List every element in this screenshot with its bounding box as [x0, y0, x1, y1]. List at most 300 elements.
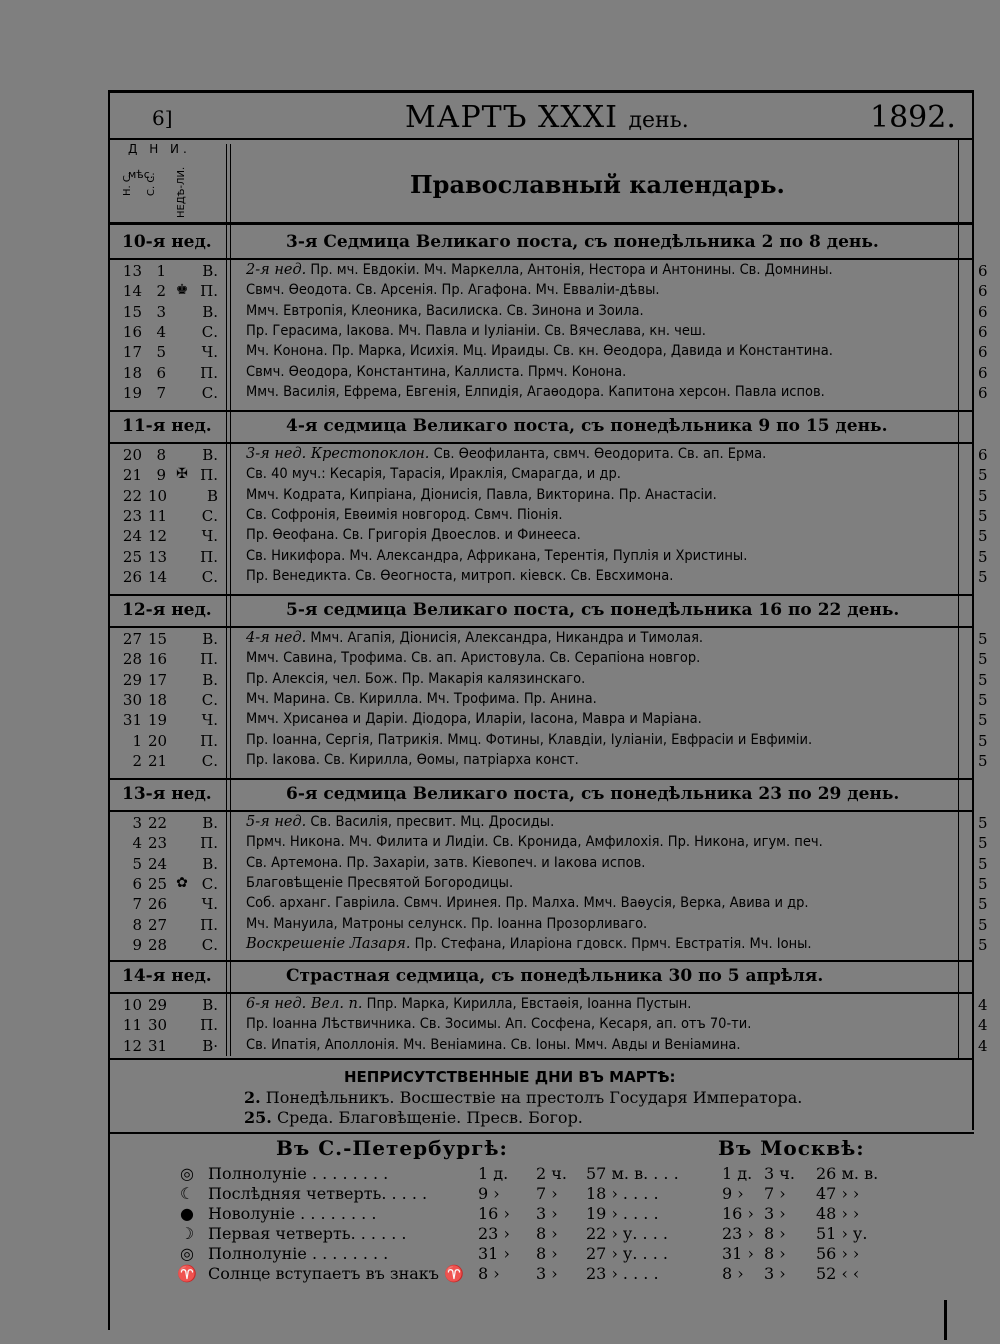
week-label: 12-я нед. — [122, 600, 212, 620]
weekday: П. — [200, 282, 218, 301]
margin-number: 4 — [978, 1016, 988, 1035]
phase-value: 31 › — [478, 1244, 510, 1263]
month-title: МАРТЪ XXXI — [405, 100, 618, 135]
col-ss-label: С. С. — [146, 172, 157, 196]
weekday: С. — [201, 690, 218, 709]
day-old-style: 2 — [156, 282, 166, 301]
day-row — [0, 343, 1000, 363]
saints-list: Св. Ипатія, Аполлонія. Мч. Веніамина. Св. Іоны. Ммч. Авды и Веніамина. — [246, 1036, 741, 1053]
weekday: В. — [202, 630, 218, 648]
phase-value: 16 › — [722, 1204, 754, 1223]
day-old-style: 18 — [148, 690, 168, 709]
saints-text — [246, 996, 691, 1012]
day-row — [0, 895, 1000, 915]
day-row — [0, 855, 1000, 875]
weekday: В — [206, 486, 218, 505]
weekday: В. — [202, 446, 218, 464]
saints-list: Пр. Стефана, Иларіона гдовск. Прмч. Евстратія. Мч. Іоны. — [414, 935, 812, 952]
saints-text — [246, 568, 673, 584]
page-title — [405, 100, 689, 135]
day-old-style: 1 — [156, 262, 166, 280]
phase-value: 52 ‹ ‹ — [816, 1264, 860, 1283]
margin-number: 5 — [978, 854, 988, 873]
phase-value: 9 › — [478, 1184, 500, 1203]
day-new-style: 2 — [132, 751, 142, 770]
saints-text — [246, 671, 585, 687]
day-new-style: 11 — [122, 1016, 142, 1035]
day-new-style: 17 — [122, 343, 142, 362]
margin-number: 6 — [978, 262, 988, 280]
saints-text — [246, 446, 766, 462]
week-heading: Страстная седмица, съ понедѣльника 30 по 5 апрѣля. — [286, 966, 824, 986]
day-row — [0, 691, 1000, 711]
day-old-style: 13 — [148, 547, 168, 566]
margin-number: 5 — [978, 670, 988, 689]
phase-label: Полнолуніе . . . . . . . . — [208, 1164, 389, 1183]
saints-text — [246, 507, 563, 523]
phase-value: 8 › — [722, 1264, 744, 1283]
margin-number: 5 — [978, 690, 988, 709]
phase-value: 3 › — [536, 1264, 558, 1283]
week-heading: 5-я седмица Великаго поста, съ понедѣльника 16 по 22 день. — [286, 600, 900, 620]
phase-value: 22 › у. . . . — [586, 1224, 668, 1243]
day-old-style: 12 — [148, 527, 168, 546]
calendar-title: Православный календарь. — [410, 170, 785, 199]
day-row — [0, 630, 1000, 650]
last-quarter-icon: ☾ — [179, 1184, 195, 1203]
day-new-style: 18 — [122, 363, 142, 382]
phase-value: 9 › — [722, 1184, 744, 1203]
day-old-style: 25 — [148, 874, 168, 893]
margin-number: 5 — [978, 567, 988, 586]
phase-value: 8 › — [764, 1244, 786, 1263]
day-new-style: 10 — [122, 996, 142, 1014]
weekday: С. — [201, 935, 218, 954]
margin-number: 5 — [978, 834, 988, 853]
margin-number: 5 — [978, 814, 988, 832]
weekday: С. — [201, 506, 218, 525]
day-new-style: 8 — [132, 915, 142, 934]
day-row — [0, 671, 1000, 691]
phase-value: 16 › — [478, 1204, 510, 1223]
day-old-style: 27 — [148, 915, 168, 934]
right-frame — [972, 90, 974, 1130]
phase-label: Полнолуніе . . . . . . . . — [208, 1244, 389, 1263]
saints-list: Благовѣщеніе Пресвятой Богородицы. — [246, 874, 514, 891]
weekday: Ч. — [201, 711, 218, 730]
saints-list: Ммч. Кодрата, Кипріана, Діонисія, Павла, Викторина. Пр. Анастасіи. — [246, 486, 717, 503]
day-row — [0, 548, 1000, 568]
col-week-label: НЕДѢ-ЛИ. — [176, 166, 187, 218]
margin-number: 5 — [978, 547, 988, 566]
margin-number: 6 — [978, 383, 988, 402]
saints-text — [246, 691, 597, 707]
phase-value: 57 м. в. . . . — [586, 1164, 679, 1183]
margin-number: 5 — [978, 874, 988, 893]
day-row — [0, 875, 1000, 895]
saints-list: Пр. Алексія, чел. Бож. Пр. Макарія калязинскаго. — [246, 670, 586, 687]
saints-list: Мч. Марина. Св. Кирилла. Мч. Трофима. Пр. Анина. — [246, 690, 597, 707]
saints-list: Ппр. Марка, Кирилла, Евстаѳія, Іоанна Пустын. — [366, 996, 692, 1012]
day-row — [0, 507, 1000, 527]
weekday: П. — [200, 466, 218, 485]
saints-text — [246, 834, 823, 850]
saints-list: Св. Василія, пресвит. Мц. Дросиды. — [310, 814, 555, 830]
day-old-style: 9 — [156, 466, 166, 485]
day-old-style: 23 — [148, 834, 168, 853]
day-row — [0, 364, 1000, 384]
full-moon-icon: ◎ — [180, 1164, 194, 1183]
day-row — [0, 814, 1000, 834]
saints-text — [246, 855, 645, 871]
saints-text — [246, 487, 717, 503]
saints-list: Пр. Іоанна, Сергія, Патрикія. Ммц. Фотины, Клавдіи, Іуліаніи, Евфрасіи и Евфиміи. — [246, 731, 813, 748]
nonworking-text: Среда. Благовѣщеніе. Пресв. Богор. — [276, 1108, 583, 1127]
phase-value: 1 д. — [722, 1164, 753, 1183]
saints-list: Соб. арханг. Гавріила. Свмч. Иринея. Пр. Малха. Ммч. Ваѳусія, Верка, Авива и др. — [246, 895, 809, 912]
phase-value: 48 › › — [816, 1204, 860, 1223]
day-row — [0, 650, 1000, 670]
saints-list: Ммч. Савина, Трофима. Св. ап. Аристовула. Св. Серапіона новгор. — [246, 650, 701, 667]
day-old-style: 16 — [148, 650, 168, 669]
saints-text — [246, 916, 647, 932]
week-rule — [108, 258, 974, 260]
day-old-style: 19 — [148, 711, 168, 730]
weekday: В. — [202, 670, 218, 689]
phase-value: 51 › у. — [816, 1224, 868, 1243]
day-new-style: 28 — [122, 650, 142, 669]
phase-value: 23 › — [722, 1224, 754, 1243]
week-label: 13-я нед. — [122, 784, 212, 804]
weekday: В· — [202, 1036, 218, 1055]
phase-value: 3 › — [764, 1204, 786, 1223]
margin-number: 5 — [978, 915, 988, 934]
saints-list: Пр. мч. Евдокіи. Мч. Маркелла, Антонія, Нестора и Антонины. Св. Домнины. — [310, 262, 833, 278]
margin-number: 5 — [978, 895, 988, 914]
saints-text — [246, 364, 626, 380]
weekday: С. — [201, 322, 218, 341]
day-new-style: 13 — [122, 262, 142, 280]
weekday: С. — [201, 874, 218, 893]
saints-text — [246, 548, 747, 564]
day-new-style: 26 — [122, 567, 142, 586]
margin-number: 5 — [978, 506, 988, 525]
aries-icon: ♈ — [177, 1264, 197, 1283]
weekday: Ч. — [201, 527, 218, 546]
saints-text — [246, 343, 833, 359]
margin-number: 4 — [978, 996, 988, 1014]
week-top-rule — [108, 410, 974, 412]
day-old-style: 4 — [156, 322, 166, 341]
day-row — [0, 1037, 1000, 1057]
saints-list: Прмч. Никона. Мч. Филита и Лидіи. Св. Кронида, Амфилохія. Пр. Никона, игум. печ. — [246, 834, 823, 851]
spb-heading: Въ С.-Петербургѣ: — [276, 1136, 508, 1160]
saints-list: Пр. Іоанна Лѣствичника. Св. Зосимы. Ап. Сосфена, Кесаря, ап. отъ 70-ти. — [246, 1016, 752, 1033]
day-row — [0, 262, 1000, 282]
day-new-style: 1 — [132, 731, 142, 750]
day-new-style: 24 — [122, 527, 142, 546]
day-old-style: 3 — [156, 302, 166, 321]
saints-text — [246, 752, 579, 768]
col-days-label: Д Н И. — [128, 142, 191, 156]
nonworking-day: 2. — [244, 1088, 261, 1107]
header-rule — [108, 138, 974, 140]
saints-text — [246, 384, 825, 400]
nonworking-heading: НЕПРИСУТСТВЕННЫЕ ДНИ ВЪ МАРТѢ: — [344, 1068, 676, 1086]
new-moon-icon: ● — [180, 1204, 194, 1223]
week-rule — [108, 992, 974, 994]
weekday: В. — [202, 262, 218, 280]
saints-list: Св. Никифора. Мч. Александра, Африкана, Терентія, Пуплія и Христины. — [246, 547, 748, 564]
saints-text — [246, 1037, 741, 1053]
margin-number: 6 — [978, 343, 988, 362]
nonworking-item — [244, 1108, 583, 1127]
day-old-style: 21 — [148, 751, 168, 770]
saints-text — [246, 650, 700, 666]
phase-value: 8 › — [536, 1224, 558, 1243]
saints-text — [246, 895, 809, 911]
day-row — [0, 752, 1000, 772]
nonworking-day: 25. — [244, 1108, 272, 1127]
day-old-style: 28 — [148, 935, 168, 954]
feast-symbol-icon: ✠ — [176, 466, 188, 483]
week-label: 14-я нед. — [122, 966, 212, 986]
margin-number: 5 — [978, 527, 988, 546]
day-new-style: 27 — [122, 630, 142, 648]
day-new-style: 31 — [122, 711, 142, 730]
week-heading: 4-я седмица Великаго поста, съ понедѣльника 9 по 15 день. — [286, 416, 888, 436]
day-new-style: 16 — [122, 322, 142, 341]
phase-value: 1 д. — [478, 1164, 509, 1183]
day-row — [0, 732, 1000, 752]
sunday-prefix: 2-я нед. — [246, 262, 307, 278]
col-ns-label: Н. С. — [122, 171, 133, 196]
sunday-prefix: 6-я нед. Вел. п. — [246, 996, 363, 1012]
weekday: С. — [201, 567, 218, 586]
weekday: П. — [200, 915, 218, 934]
saints-list: Мч. Мануила, Матроны селунск. Пр. Іоанна Прозорливаго. — [246, 915, 648, 932]
saints-list: Мч. Конона. Пр. Марка, Исихія. Мц. Ираиды. Св. кн. Ѳеодора, Давида и Константина. — [246, 343, 833, 360]
phase-value: 3 ч. — [764, 1164, 795, 1183]
day-row — [0, 711, 1000, 731]
saints-text — [246, 814, 554, 830]
sunday-prefix: 3-я нед. Крестопоклон. — [246, 446, 430, 462]
phase-value: 8 › — [536, 1244, 558, 1263]
margin-number: 5 — [978, 486, 988, 505]
day-old-style: 5 — [156, 343, 166, 362]
day-new-style: 25 — [122, 547, 142, 566]
day-row — [0, 527, 1000, 547]
nonworking-item — [244, 1088, 802, 1107]
first-quarter-icon: ☽ — [179, 1224, 195, 1243]
phase-value: 26 м. в. — [816, 1164, 879, 1183]
weekday: П. — [200, 1016, 218, 1035]
day-new-style: 29 — [122, 670, 142, 689]
day-old-style: 10 — [148, 486, 168, 505]
day-row — [0, 916, 1000, 936]
saints-list: Пр. Венедикта. Св. Ѳеогноста, митроп. кіевск. Св. Евсхимона. — [246, 567, 674, 584]
phase-value: 23 › . . . . — [586, 1264, 659, 1283]
day-row — [0, 303, 1000, 323]
day-new-style: 30 — [122, 690, 142, 709]
phase-value: 8 › — [764, 1224, 786, 1243]
nonworking-text: Понедѣльникъ. Восшествіе на престолъ Государя Императора. — [265, 1088, 803, 1107]
margin-number: 5 — [978, 751, 988, 770]
day-old-style: 6 — [156, 363, 166, 382]
week-top-rule — [108, 960, 974, 962]
day-row — [0, 282, 1000, 302]
saints-list: Свмч. Ѳеодота. Св. Арсенія. Пр. Агафона. Мч. Евваліи-дѣвы. — [246, 282, 660, 299]
day-old-style: 20 — [148, 731, 168, 750]
phase-value: 23 › — [478, 1224, 510, 1243]
week-rule — [108, 442, 974, 444]
margin-number: 5 — [978, 630, 988, 648]
phase-label: Новолуніе . . . . . . . . — [208, 1204, 377, 1223]
margin-number: 5 — [978, 650, 988, 669]
day-row — [0, 568, 1000, 588]
saints-text — [246, 466, 621, 482]
weekday: П. — [200, 363, 218, 382]
msk-heading: Въ Москвѣ: — [718, 1136, 865, 1160]
day-new-style: 14 — [122, 282, 142, 301]
phase-label: Послѣдняя четверть. . . . . — [208, 1184, 428, 1203]
day-row — [0, 323, 1000, 343]
sunday-prefix: 5-я нед. — [246, 814, 307, 830]
week-label: 11-я нед. — [122, 416, 212, 436]
saints-text — [246, 303, 644, 319]
margin-number: 6 — [978, 322, 988, 341]
weekday: В. — [202, 996, 218, 1014]
day-new-style: 4 — [132, 834, 142, 853]
saints-text — [246, 875, 513, 891]
saints-list: Ммч. Хрисанѳа и Даріи. Діодора, Иларіи, Іасона, Мавра и Маріана. — [246, 711, 702, 728]
day-old-style: 7 — [156, 383, 166, 402]
margin-number: 6 — [978, 282, 988, 301]
saints-list: Пр. Іакова. Св. Кирилла, Ѳомы, патріарха конст. — [246, 751, 579, 768]
weekday: П. — [200, 731, 218, 750]
day-row — [0, 487, 1000, 507]
weekday: Ч. — [201, 895, 218, 914]
page-number: 6] — [152, 106, 173, 130]
phase-label: Первая четверть. . . . . . — [208, 1224, 407, 1243]
phase-value: 3 › — [536, 1204, 558, 1223]
week-rule — [108, 626, 974, 628]
saints-text — [246, 527, 581, 543]
margin-number: 6 — [978, 302, 988, 321]
saints-list: Пр. Ѳеофана. Св. Григорія Двоеслов. и Финееса. — [246, 527, 581, 544]
day-new-style: 15 — [122, 302, 142, 321]
saints-list: Ммч. Евтропія, Клеоника, Василиска. Св. Зинона и Зоила. — [246, 302, 644, 319]
weekday: С. — [201, 751, 218, 770]
day-new-style: 3 — [132, 814, 142, 832]
margin-number: 6 — [978, 446, 988, 464]
saints-text — [246, 282, 660, 298]
full-moon-icon: ◎ — [180, 1244, 194, 1263]
margin-number: 5 — [978, 711, 988, 730]
phases-rule — [108, 1132, 974, 1134]
saints-text — [246, 711, 702, 727]
header-bottom-rule — [108, 222, 974, 225]
phase-value: 2 ч. — [536, 1164, 567, 1183]
day-new-style: 12 — [122, 1036, 142, 1055]
day-new-style: 6 — [132, 874, 142, 893]
margin-number: 6 — [978, 363, 988, 382]
week-rule — [108, 810, 974, 812]
saints-list: Св. Ѳеофиланта, свмч. Ѳеодорита. Св. ап. Ерма. — [433, 446, 767, 462]
weekday: П. — [200, 650, 218, 669]
month-suffix: день. — [628, 108, 689, 133]
saints-text — [246, 262, 833, 278]
phase-value: 18 › . . . . — [586, 1184, 659, 1203]
weekday: В. — [202, 302, 218, 321]
phase-value: 47 › › — [816, 1184, 860, 1203]
day-new-style: 20 — [122, 446, 142, 464]
saints-list: Св. Артемона. Пр. Захаріи, затв. Кіевопеч. и Іакова испов. — [246, 854, 646, 871]
phase-value: 7 › — [536, 1184, 558, 1203]
margin-number: 5 — [978, 731, 988, 750]
day-old-style: 31 — [148, 1036, 168, 1055]
weekday: П. — [200, 834, 218, 853]
week-label: 10-я нед. — [122, 232, 212, 252]
top-rule — [108, 90, 974, 93]
bottom-right-rule — [944, 1300, 947, 1340]
day-old-style: 11 — [148, 506, 168, 525]
day-row — [0, 384, 1000, 404]
day-new-style: 22 — [122, 486, 142, 505]
phase-value: 7 › — [764, 1184, 786, 1203]
margin-number: 4 — [978, 1036, 988, 1055]
feast-symbol-icon: ✿ — [176, 874, 188, 891]
phase-value: 56 › › — [816, 1244, 860, 1263]
day-row — [0, 466, 1000, 486]
day-old-style: 24 — [148, 854, 168, 873]
margin-number: 5 — [978, 935, 988, 954]
nonworking-rule — [108, 1058, 974, 1060]
day-new-style: 19 — [122, 383, 142, 402]
sunday-prefix: Воскрешеніе Лазаря. — [246, 935, 411, 952]
day-new-style: 21 — [122, 466, 142, 485]
day-old-style: 30 — [148, 1016, 168, 1035]
day-old-style: 22 — [148, 814, 168, 832]
saints-list: Св. Софронія, Евѳимія новгород. Свмч. Піонія. — [246, 506, 563, 523]
phase-value: 27 › у. . . . — [586, 1244, 668, 1263]
saints-text — [246, 732, 812, 748]
week-top-rule — [108, 778, 974, 780]
sunday-prefix: 4-я нед. — [246, 630, 307, 646]
col-month-label: мѣс. — [128, 168, 154, 181]
year: 1892. — [870, 100, 956, 135]
day-old-style: 8 — [156, 446, 166, 464]
day-new-style: 23 — [122, 506, 142, 525]
day-new-style: 5 — [132, 854, 142, 873]
phase-value: 3 › — [764, 1264, 786, 1283]
margin-number: 5 — [978, 466, 988, 485]
weekday: В. — [202, 854, 218, 873]
feast-symbol-icon: ♚ — [175, 282, 189, 299]
day-old-style: 26 — [148, 895, 168, 914]
saints-text — [246, 630, 703, 646]
saints-text — [246, 323, 706, 339]
phase-value: 19 › . . . . — [586, 1204, 659, 1223]
day-row — [0, 1016, 1000, 1036]
week-heading: 6-я седмица Великаго поста, съ понедѣльника 23 по 29 день. — [286, 784, 900, 804]
saints-list: Свмч. Ѳеодора, Константина, Каллиста. Прмч. Конона. — [246, 363, 627, 380]
day-row — [0, 936, 1000, 956]
day-new-style: 9 — [132, 935, 142, 954]
day-old-style: 14 — [148, 567, 168, 586]
day-row — [0, 996, 1000, 1016]
saints-list: Пр. Герасима, Іакова. Мч. Павла и Іуліаніи. Св. Вячеслава, кн. чеш. — [246, 322, 706, 339]
